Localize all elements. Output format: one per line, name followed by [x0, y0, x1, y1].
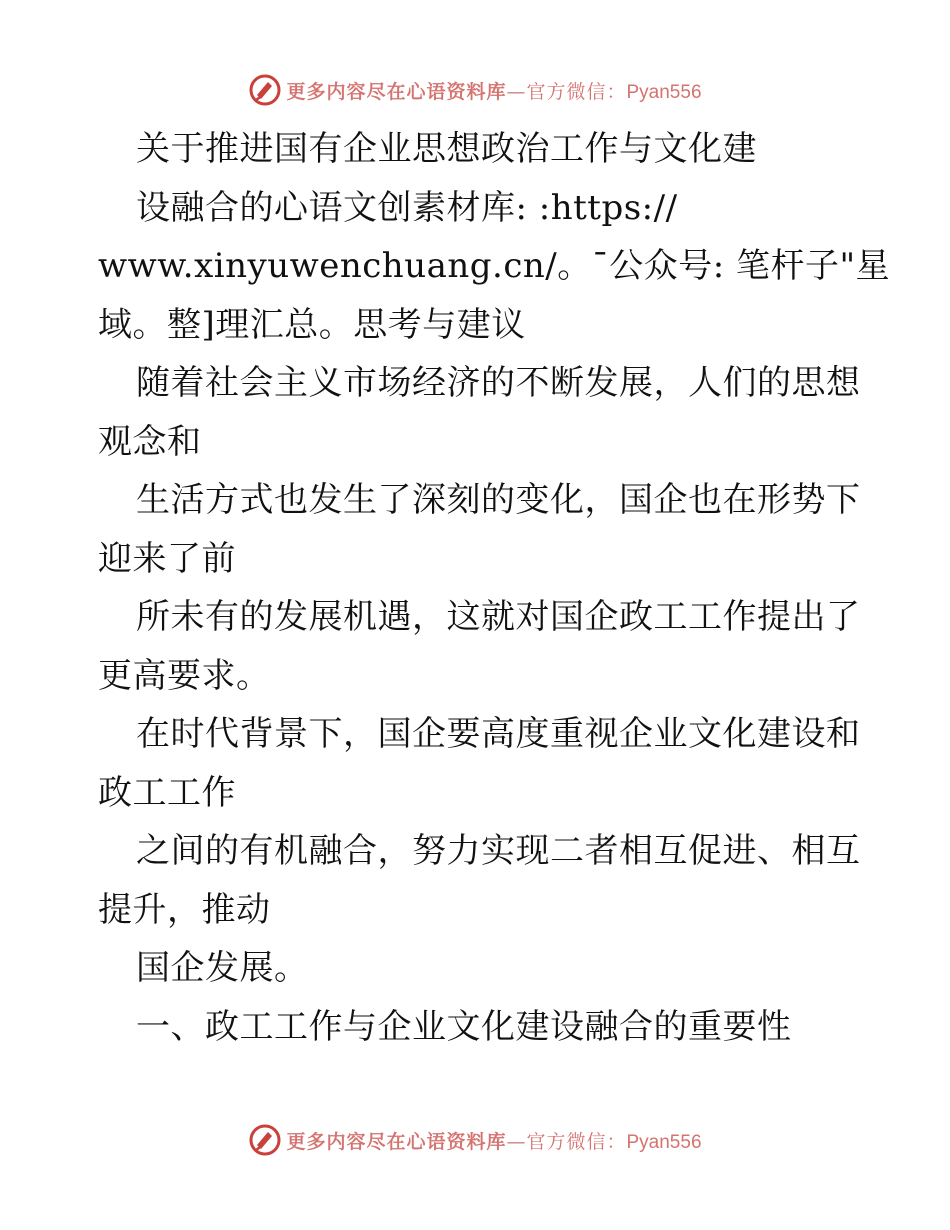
text-line: 关于推进国有企业思想政治工作与文化建 — [136, 129, 757, 169]
header-banner-text — [286, 77, 701, 104]
footer-banner-official-label: 官方微信： — [526, 1130, 627, 1153]
text-line: 之间的有机融合，努力实现二者相互促进、相互 — [136, 831, 861, 871]
text-line: 国企发展。 — [136, 948, 309, 988]
text-line: 更高要求。 — [98, 655, 271, 696]
text-line: www.xinyuwenchuang.cn/。¯公众号: 笔杆子"星 — [98, 246, 891, 286]
text-line: 生活方式也发生了深刻的变化，国企也在形势下 — [136, 480, 861, 520]
text-line: 在时代背景下，国企要高度重视企业文化建设和 — [136, 714, 861, 754]
footer-banner — [0, 1120, 950, 1160]
header-banner — [0, 70, 950, 110]
header-banner-main: 更多内容尽在心语资料库 — [286, 80, 507, 103]
brand-logo-icon — [248, 73, 282, 107]
text-line: 提升，推动 — [98, 889, 271, 930]
text-line: 观念和 — [98, 421, 202, 462]
document-body — [98, 120, 891, 1056]
brand-logo-icon — [248, 1123, 282, 1157]
text-line: 政工工作 — [98, 772, 236, 813]
footer-banner-wechat-id: Pyan556 — [626, 1131, 702, 1153]
text-line: 设融合的心语文创素材库: :https:// — [136, 187, 678, 228]
footer-banner-text — [286, 1127, 701, 1154]
header-banner-official-label: 官方微信： — [526, 80, 627, 103]
text-line: 所未有的发展机遇，这就对国企政工工作提出了 — [136, 597, 861, 637]
text-line: 一、政工工作与企业文化建设融合的重要性 — [136, 1006, 792, 1047]
text-line: 域。整]理汇总。思考与建议 — [98, 304, 526, 345]
footer-banner-main: 更多内容尽在心语资料库 — [286, 1130, 507, 1153]
text-line: 随着社会主义市场经济的不断发展，人们的思想 — [136, 363, 861, 403]
footer-banner-separator: — — [506, 1130, 527, 1153]
header-banner-wechat-id: Pyan556 — [626, 81, 702, 103]
header-banner-separator: — — [506, 80, 527, 103]
text-line: 迎来了前 — [98, 538, 236, 579]
